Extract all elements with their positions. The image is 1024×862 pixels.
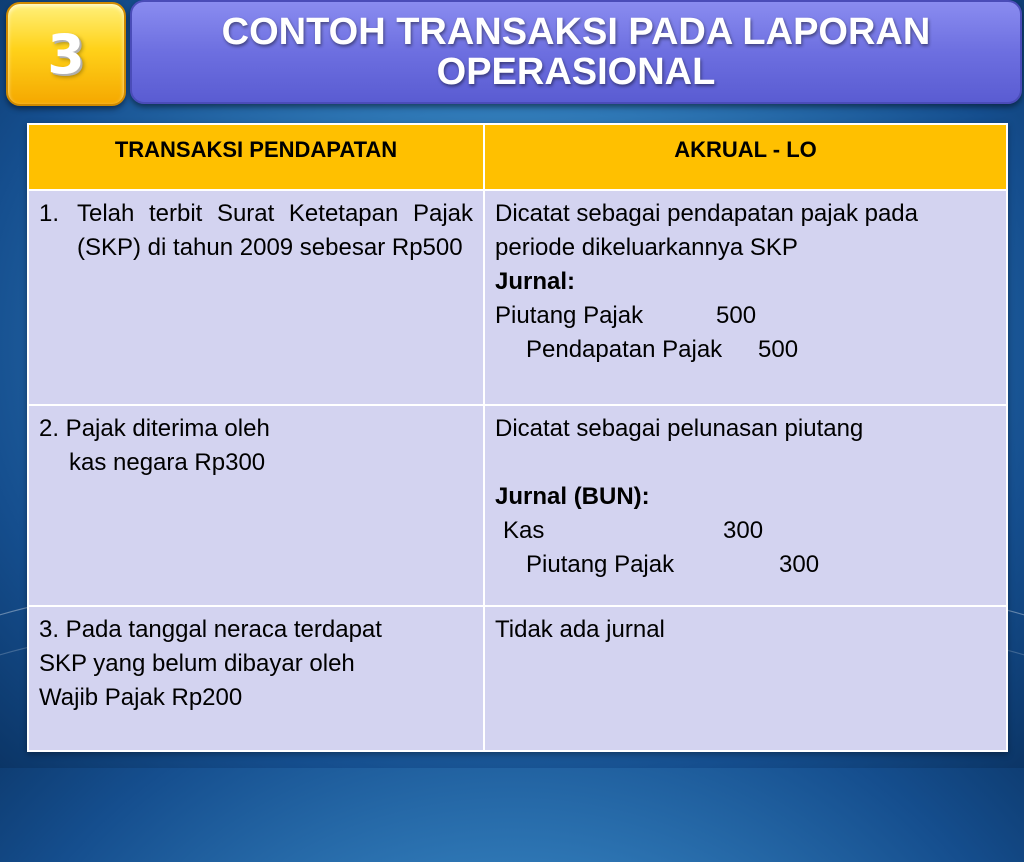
journal-amount: 300: [723, 517, 764, 544]
description-line: Dicatat sebagai pelunasan piutang: [495, 415, 864, 442]
numbered-item: [39, 197, 473, 265]
description-line: Dicatat sebagai pendapatan pajak pada: [495, 200, 918, 227]
description-line: periode dikeluarkannya SKP: [495, 234, 798, 261]
header-transaction: TRANSAKSI PENDAPATAN: [28, 124, 484, 190]
transaction-cell: [28, 190, 484, 405]
journal-amount: 500: [758, 336, 799, 363]
blank-line: [495, 446, 996, 480]
transaction-cell: [28, 405, 484, 606]
slide-title: CONTOH TRANSAKSI PADA LAPORAN OPERASIONAL: [221, 11, 931, 93]
item-text: kas negara Rp300: [69, 449, 266, 476]
table-header-row: [28, 124, 1007, 190]
transaction-table: [27, 123, 1008, 752]
table-row: [28, 190, 1007, 405]
journal-account: Piutang Pajak: [495, 302, 644, 329]
title-banner: [130, 0, 1022, 104]
journal-entry-debit: [495, 514, 996, 548]
item-text: Telah terbit Surat Ketetapan Pajak (SKP) di tahun 2009 sebesar Rp500: [77, 200, 473, 261]
transaction-cell: [28, 606, 484, 751]
slide-number-badge: [6, 2, 126, 106]
journal-account: Pendapatan Pajak: [526, 336, 723, 363]
journal-entry-credit: [495, 548, 996, 582]
slide-number: 3: [47, 22, 85, 86]
header-accrual: AKRUAL - LO: [484, 124, 1007, 190]
journal-entry-debit: [495, 299, 996, 333]
journal-label: Jurnal (BUN):: [495, 483, 650, 510]
item-text: SKP yang belum dibayar oleh: [39, 650, 355, 677]
journal-amount: 300: [779, 551, 820, 578]
table-row: [28, 405, 1007, 606]
item-text: Wajib Pajak Rp200: [39, 684, 243, 711]
item-text: 2. Pajak diterima oleh: [39, 415, 270, 442]
item-text: 3. Pada tanggal neraca terdapat: [39, 616, 382, 643]
journal-label: Jurnal:: [495, 268, 576, 295]
journal-entry-credit: [495, 333, 996, 367]
item-number: 1.: [39, 200, 60, 227]
accrual-cell: [484, 606, 1007, 751]
description-line: Tidak ada jurnal: [495, 616, 665, 643]
journal-account: Kas: [503, 517, 545, 544]
accrual-cell: [484, 405, 1007, 606]
accrual-cell: [484, 190, 1007, 405]
journal-account: Piutang Pajak: [526, 551, 675, 578]
journal-amount: 500: [716, 302, 757, 329]
table-row: [28, 606, 1007, 751]
